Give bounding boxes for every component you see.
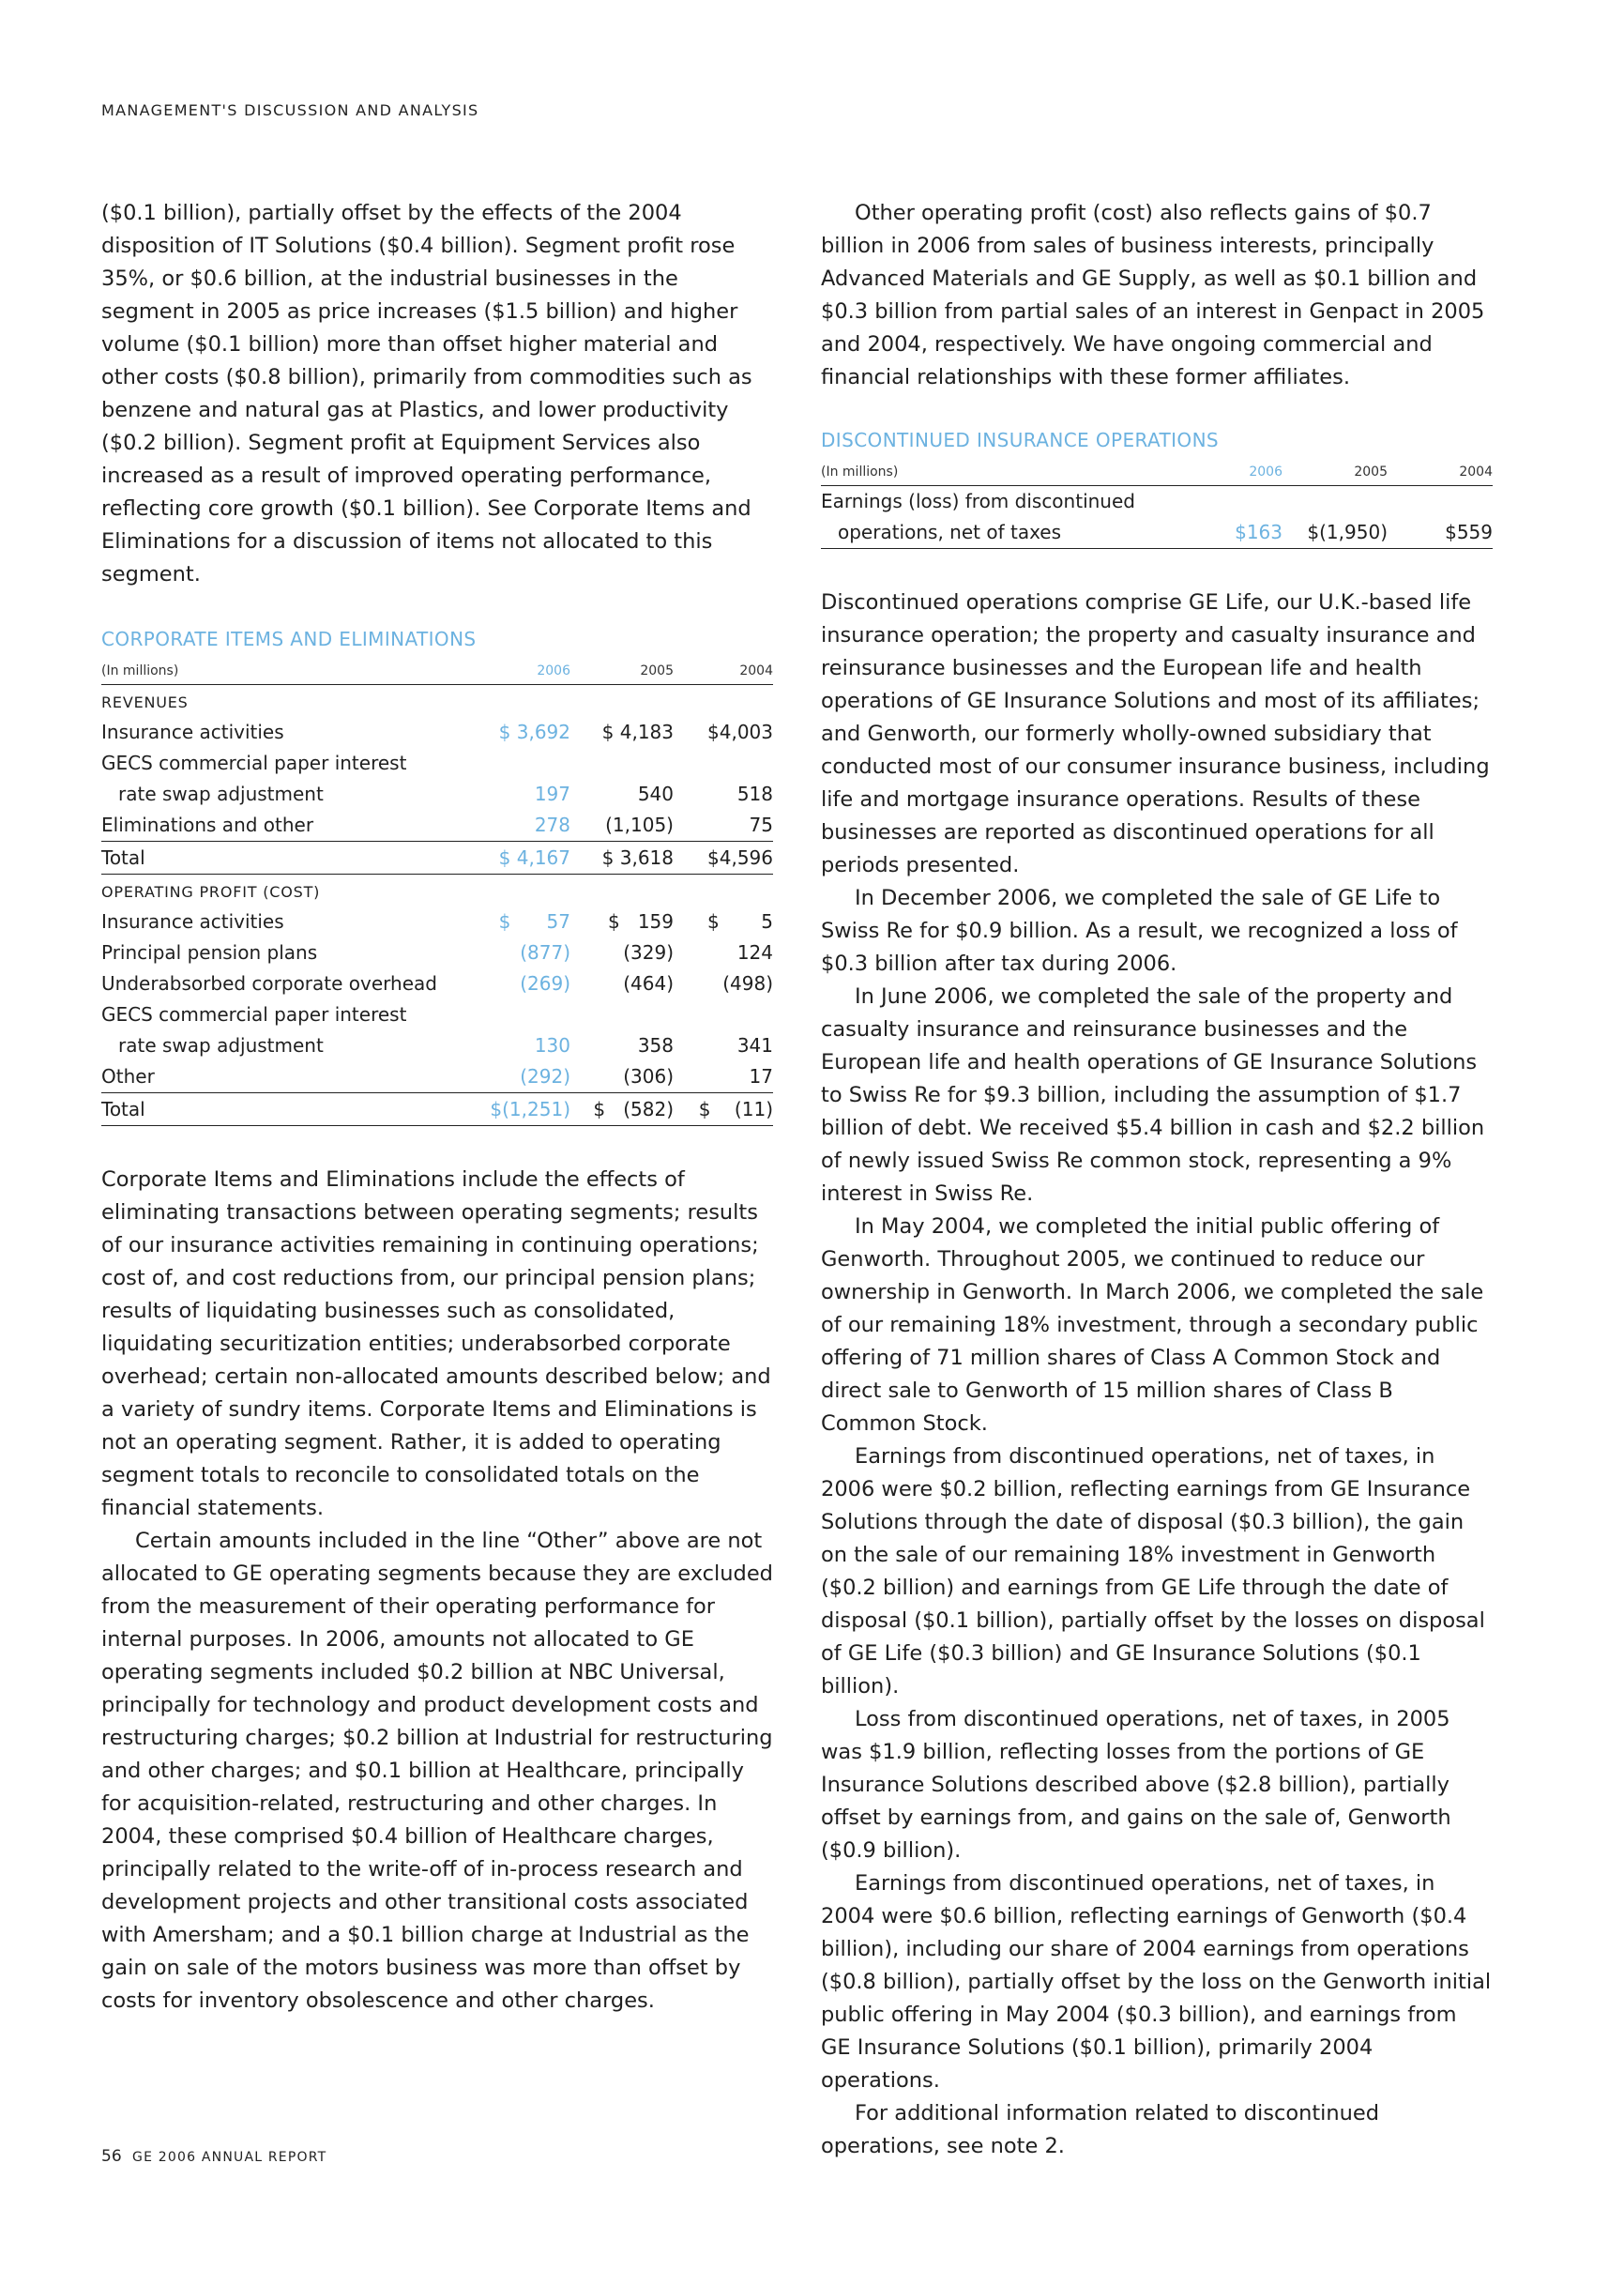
cell-2006: $ 3,692 [498, 721, 570, 743]
cell-2006: 278 [534, 814, 570, 836]
right-paragraph-1: Other operating profit (cost) also reflects gains of $0.7 billion in 2006 from sales of business interests, principally Advanced Materials and GE Supply, as well as $0.1 billion and $0.3 billion from partial sales of an interest in Genpact in 2005 and 2004, respectively. We have ongoing commercial and financial relationships with these former affiliates. [821, 201, 1485, 389]
right-paragraph-3: In December 2006, we completed the sale of GE Life to Swiss Re for $0.9 billion. As a result, we recognized a loss of $0.3 billion after tax during 2006. [821, 886, 1458, 976]
unit-label: (In millions) [101, 661, 467, 685]
cell-2004: 341 [736, 1034, 773, 1057]
year-2005-header: 2005 [1283, 462, 1388, 486]
cell-2006: (292) [520, 1065, 570, 1088]
unit-label: (In millions) [821, 462, 1177, 486]
row-label: Insurance activities [101, 910, 284, 933]
cell-2004: $559 [1445, 521, 1493, 543]
row-label: rate swap adjustment [118, 1034, 324, 1057]
row-label: GECS commercial paper interest [101, 1003, 407, 1026]
right-paragraph-4: In June 2006, we completed the sale of the property and casualty insurance and reinsurance businesses and the European life and health operations of GE Insurance Solutions to Swiss Re for $9.3 billion, including the assumption of $1.7 billion of debt. We received $5.4 billion in cash and $2.2 billion of newly issued Swiss Re common stock, representing a 9% interest in Swiss Re. [821, 984, 1485, 1206]
year-2005-header: 2005 [570, 661, 674, 685]
operating-profit-subheading-row [101, 875, 773, 907]
corporate-items-table [101, 661, 773, 1126]
cell-2006: (877) [520, 941, 570, 964]
cell-2005: 358 [637, 1034, 674, 1057]
right-paragraph-5: In May 2004, we completed the initial public offering of Genworth. Throughout 2005, we continued to reduce our ownership in Genworth. In March 2006, we completed the sale of our remaining 18% investment, through a secondary public offering of 71 million shares of Class A Common Stock and direct sale to Genworth of 15 million shares of Class B Common Stock. [821, 1214, 1484, 1436]
right-paragraph-7: Loss from discontinued operations, net of taxes, in 2005 was $1.9 billion, reflecting losses from the portions of GE Insurance Solutions described above ($2.8 billion), partially offset by earnings from, and gains on the sale of, Genworth ($0.9 billion). [821, 1707, 1451, 1863]
operating-profit-total-row [101, 1093, 773, 1126]
cell-2004: (498) [722, 972, 773, 995]
table-header-row [821, 462, 1493, 486]
table-row [101, 1061, 773, 1093]
discontinued-table-title: DISCONTINUED INSURANCE OPERATIONS [821, 429, 1220, 451]
table-row [101, 810, 773, 842]
cell-2004: 17 [749, 1065, 773, 1088]
row-label: Earnings (loss) from discontinued [821, 490, 1135, 512]
right-paragraph-8: Earnings from discontinued operations, net of taxes, in 2004 were $0.6 billion, reflecting earnings of Genworth ($0.4 billion), including our share of 2004 earnings from operations ($0.8 billion), partially offset by the loss on the Genworth initial public offering in May 2004 ($0.3 billion), and earnings from GE Insurance Solutions ($0.1 billion), primarily 2004 operations. [821, 1871, 1492, 2093]
cell-2005: $ 3,618 [570, 842, 674, 875]
cell-2005: (464) [623, 972, 674, 995]
row-label: Total [101, 842, 467, 875]
left-paragraph-1: ($0.1 billion), partially offset by the effects of the 2004 disposition of IT Solutions ($0.4 billion). Segment profit rose 35%, or $0.6 billion, at the industrial businesses in the segment in 2005 as price increases ($1.5 billion) and higher volume ($0.1 billion) more than offset higher material and other costs ($0.8 billion), primarily from commodities such as benzene and natural gas at Plastics, and lower productivity ($0.2 billion). Segment profit at Equipment Services also increased as a result of improved operating performance, reflecting core growth ($0.1 billion). See Corporate Items and Eliminations for a discussion of items not allocated to this segment. [101, 201, 752, 587]
cell-2005: $ 4,183 [601, 721, 674, 743]
table-row [101, 906, 773, 937]
corporate-items-table-title: CORPORATE ITEMS AND ELIMINATIONS [101, 628, 477, 650]
table-row [101, 717, 773, 748]
cell-2006: (269) [520, 972, 570, 995]
row-label: Insurance activities [101, 721, 284, 743]
row-label: Other [101, 1065, 155, 1088]
year-2006-header: 2006 [467, 661, 570, 685]
cell-2005: (329) [623, 941, 674, 964]
cell-2004: $4,596 [674, 842, 773, 875]
cell-2005: 540 [637, 783, 674, 805]
revenues-subheading: REVENUES [101, 693, 189, 711]
table-row [101, 779, 773, 810]
table-row [101, 748, 773, 779]
row-label: Total [101, 1093, 467, 1126]
right-column [821, 197, 1493, 2163]
table-row [101, 937, 773, 968]
year-2006-header: 2006 [1177, 462, 1283, 486]
row-label: GECS commercial paper interest [101, 752, 407, 774]
cell-2006: 130 [534, 1034, 570, 1057]
year-2004-header: 2004 [1388, 462, 1493, 486]
table-row [101, 999, 773, 1030]
cell-2004: $ 5 [707, 910, 773, 933]
cell-2004: 518 [736, 783, 773, 805]
row-label: Underabsorbed corporate overhead [101, 972, 437, 995]
right-paragraph-6: Earnings from discontinued operations, net of taxes, in 2006 were $0.2 billion, reflecting earnings from GE Insurance Solutions through the date of disposal ($0.3 billion), the gain on the sale of our remaining 18% investment in Genworth ($0.2 billion) and earnings from GE Life through the date of disposal ($0.1 billion), partially offset by the losses on disposal of GE Life ($0.3 billion) and GE Insurance Solutions ($0.1 billion). [821, 1444, 1485, 1699]
cell-2006: 197 [534, 783, 570, 805]
cell-2006: $(1,251) [467, 1093, 570, 1126]
report-name: GE 2006 ANNUAL REPORT [132, 2150, 327, 2165]
cell-2006: $163 [1235, 521, 1283, 543]
year-2004-header: 2004 [674, 661, 773, 685]
right-paragraph-9: For additional information related to discontinued operations, see note 2. [821, 2101, 1380, 2158]
cell-2006: $ 57 [498, 910, 570, 933]
cell-2004: $4,003 [707, 721, 773, 743]
cell-2005: $ 159 [608, 910, 674, 933]
cell-2005: $ (582) [570, 1093, 674, 1126]
right-paragraph-2: Discontinued operations comprise GE Life, our U.K.-based life insurance operation; the property and casualty insurance and reinsurance businesses and the European life and health operations of GE Insurance Solutions and most of its affiliates; and Genworth, our formerly wholly-owned subsidiary that conducted most of our consumer insurance business, including life and mortgage insurance operations. Results of these businesses are reported as discontinued operations for all periods presented. [821, 590, 1490, 877]
cell-2004: 124 [736, 941, 773, 964]
table-row [101, 968, 773, 999]
page-number: 56 [101, 2147, 122, 2166]
discontinued-operations-table [821, 462, 1493, 549]
cell-2006: $ 4,167 [467, 842, 570, 875]
page-header: MANAGEMENT'S DISCUSSION AND ANALYSIS [101, 101, 479, 119]
row-label: Eliminations and other [101, 814, 314, 836]
cell-2004: 75 [749, 814, 773, 836]
table-header-row [101, 661, 773, 685]
table-row [821, 517, 1493, 549]
row-label: Principal pension plans [101, 941, 318, 964]
page-footer [101, 2147, 326, 2166]
cell-2005: (306) [623, 1065, 674, 1088]
revenues-total-row [101, 842, 773, 875]
row-label: operations, net of taxes [838, 521, 1062, 543]
cell-2005: (1,105) [605, 814, 674, 836]
operating-profit-subheading: OPERATING PROFIT (COST) [101, 883, 321, 901]
left-column [101, 197, 773, 2018]
cell-2004: $ (11) [674, 1093, 773, 1126]
row-label: rate swap adjustment [118, 783, 324, 805]
table-row [101, 1030, 773, 1061]
left-paragraph-3: Certain amounts included in the line “Other” above are not allocated to GE operating segments because they are excluded from the measurement of their operating performance for internal purposes. In 2006, amounts not allocated to GE operating segments included $0.2 billion at NBC Universal, principally for technology and product development costs and restructuring charges; $0.2 billion at Industrial for restructuring and other charges; and $0.1 billion at Healthcare, principally for acquisition-related, restructuring and other charges. In 2004, these comprised $0.4 billion of Healthcare charges, principally related to the write-off of in-process research and development projects and other transitional costs associated with Amersham; and a $0.1 billion charge at Industrial as the gain on sale of the motors business was more than offset by costs for inventory obsolescence and other charges. [101, 1529, 773, 2013]
revenues-subheading-row [101, 685, 773, 718]
left-paragraph-2: Corporate Items and Eliminations include the effects of eliminating transactions between operating segments; results of our insurance activities remaining in continuing operations; cost of, and cost reductions from, our principal pension plans; results of liquidating businesses such as consolidated, liquidating securitization entities; underabsorbed corporate overhead; certain non-allocated amounts described below; and a variety of sundry items. Corporate Items and Eliminations is not an operating segment. Rather, it is added to operating segment totals to reconcile to consolidated totals on the financial statements. [101, 1167, 771, 1520]
cell-2005: $(1,950) [1307, 521, 1388, 543]
table-row [821, 486, 1493, 518]
